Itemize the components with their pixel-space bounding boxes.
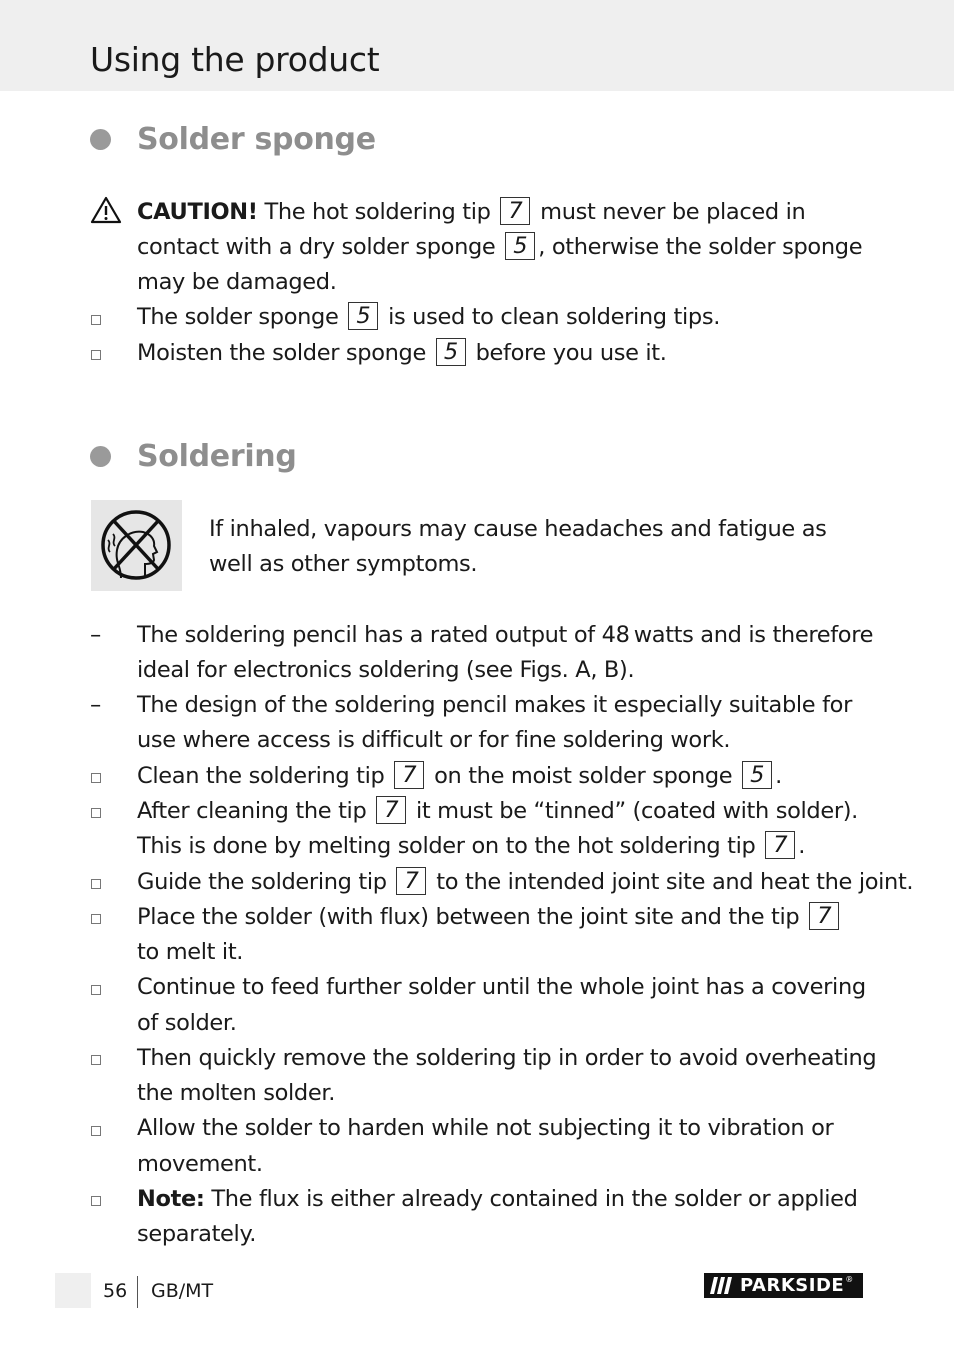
dash-icon: – — [90, 692, 102, 718]
item-text: . — [775, 763, 782, 789]
reference-number: 7 — [500, 197, 530, 225]
bullet-square-icon — [91, 879, 101, 889]
page-number: 56 — [103, 1280, 128, 1302]
caution-label: CAUTION! — [137, 199, 258, 225]
page-title: Using the product — [90, 40, 380, 79]
reference-number: 5 — [505, 232, 535, 260]
item-text: The solder sponge — [137, 304, 339, 330]
reference-number: 7 — [809, 902, 839, 930]
registered-mark: ® — [845, 1275, 854, 1284]
parkside-logo — [704, 1273, 863, 1298]
list-item-continuation: movement. — [137, 1151, 263, 1177]
bullet-square-icon — [91, 1055, 101, 1065]
note-item — [137, 1182, 858, 1217]
caution-text: contact with a dry solder sponge — [137, 234, 496, 260]
dash-item-line: use where access is difficult or for fine soldering work. — [137, 727, 731, 753]
bullet-square-icon — [91, 350, 101, 360]
caution-line-3: may be damaged. — [137, 269, 337, 295]
country-code: GB/MT — [151, 1280, 214, 1302]
caution-text: must never be placed in — [540, 199, 806, 225]
reference-number: 7 — [376, 796, 406, 824]
item-text: . — [798, 833, 806, 859]
item-text: is used to clean soldering tips. — [388, 304, 720, 330]
list-item-continuation: of solder. — [137, 1010, 237, 1036]
warning-text-line-2: well as other symptoms. — [209, 551, 478, 577]
note-item-continuation: separately. — [137, 1221, 256, 1247]
list-item: Allow the solder to harden while not subjecting it to vibration or — [137, 1115, 834, 1141]
reference-number: 7 — [396, 867, 426, 895]
list-item — [137, 794, 858, 829]
logo-stripes-icon — [704, 1273, 738, 1298]
list-item — [137, 300, 720, 335]
dash-item-line: The design of the soldering pencil makes it especially suitable for — [137, 692, 852, 718]
item-text: Guide the soldering tip — [137, 869, 387, 895]
bullet-square-icon — [91, 1126, 101, 1136]
reference-number: 5 — [436, 338, 466, 366]
list-item-continuation: to melt it. — [137, 939, 244, 965]
list-item-continuation — [137, 829, 805, 864]
section-soldering — [90, 436, 297, 476]
item-text: This is done by melting solder on to the hot soldering tip — [137, 833, 756, 859]
item-text: Clean the soldering tip — [137, 763, 385, 789]
note-text: The flux is either already contained in the solder or applied — [204, 1186, 858, 1212]
note-label: Note: — [137, 1186, 205, 1212]
bullet-square-icon — [91, 315, 101, 325]
footer-marker — [55, 1273, 91, 1308]
caution-line-1 — [137, 195, 805, 230]
list-item — [137, 336, 667, 371]
reference-number: 5 — [742, 761, 772, 789]
item-text: before you use it. — [475, 340, 667, 366]
warning-triangle-icon — [90, 196, 122, 224]
section-title: Solder sponge — [137, 121, 376, 157]
item-text: After cleaning the tip — [137, 798, 367, 824]
list-item: Then quickly remove the soldering tip in order to avoid overheating — [137, 1045, 877, 1071]
footer-divider — [137, 1276, 138, 1308]
list-item-continuation: the molten solder. — [137, 1080, 335, 1106]
list-item — [137, 759, 782, 794]
bullet-square-icon — [91, 773, 101, 783]
bullet-square-icon — [91, 808, 101, 818]
item-text: on the moist solder sponge — [434, 763, 733, 789]
list-item — [137, 900, 842, 935]
section-dot-icon — [90, 129, 111, 150]
bullet-square-icon — [91, 914, 101, 924]
item-text: Moisten the solder sponge — [137, 340, 426, 366]
reference-number: 7 — [394, 761, 424, 789]
item-text: to the intended joint site and heat the joint. — [436, 869, 914, 895]
item-text: it must be “tinned” (coated with solder). — [416, 798, 858, 824]
section-title: Soldering — [137, 438, 297, 474]
caution-text: , otherwise the solder sponge — [538, 234, 863, 260]
no-fumes-icon-box — [91, 500, 182, 591]
dash-item-line: ideal for electronics soldering (see Figs. A, B). — [137, 657, 635, 683]
caution-text: The hot soldering tip — [257, 199, 491, 225]
bullet-square-icon — [91, 1196, 101, 1206]
item-text: Place the solder (with flux) between the joint site and the tip — [137, 904, 800, 930]
warning-text-line-1: If inhaled, vapours may cause headaches and fatigue as — [209, 516, 827, 542]
reference-number: 5 — [348, 302, 378, 330]
section-solder-sponge — [90, 119, 376, 159]
no-fumes-icon — [91, 500, 182, 591]
brand-name: PARKSIDE — [740, 1275, 845, 1296]
bullet-square-icon — [91, 985, 101, 995]
list-item: Continue to feed further solder until the whole joint has a covering — [137, 974, 866, 1000]
section-dot-icon — [90, 446, 111, 467]
reference-number: 7 — [765, 831, 795, 859]
caution-line-2 — [137, 230, 862, 265]
list-item — [137, 865, 913, 900]
dash-icon: – — [90, 622, 102, 648]
dash-item-line: The soldering pencil has a rated output of 48 watts and is therefore — [137, 622, 874, 648]
